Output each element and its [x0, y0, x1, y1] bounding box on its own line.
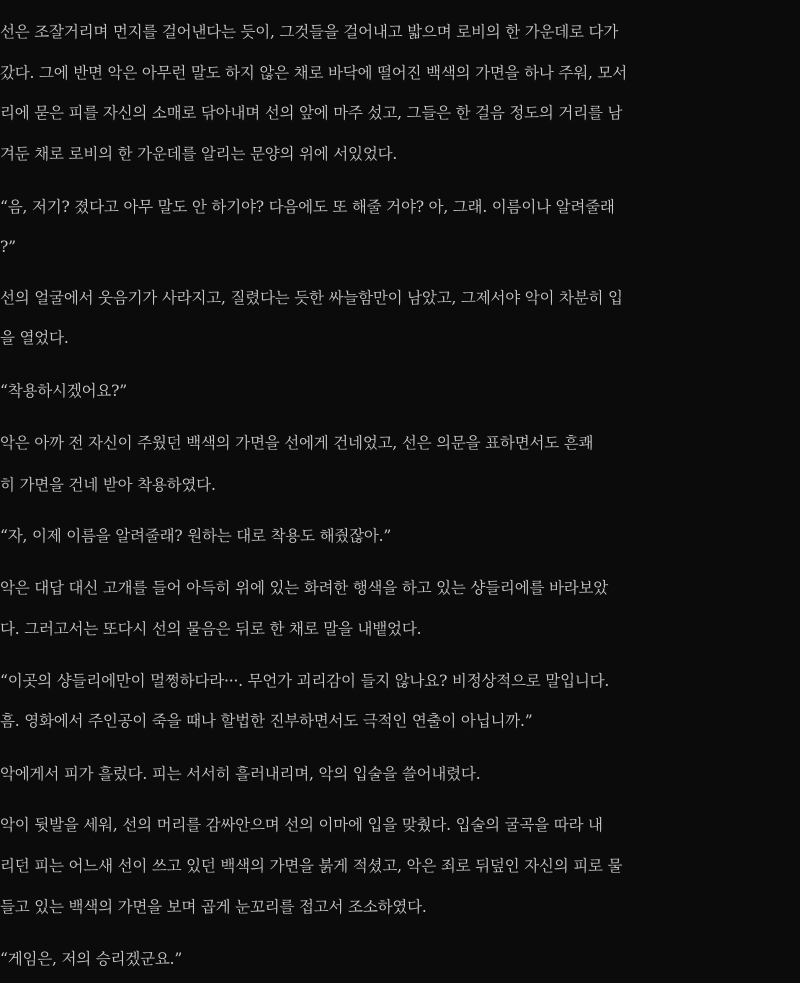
text-line: 악이 뒷발을 세워, 선의 머리를 감싸안으며 선의 이마에 입을 맞췄다. 입술의 굴곡을 따라 내 — [0, 816, 603, 835]
text-line: 을 열었다. — [0, 328, 69, 347]
text-line: 겨둔 채로 로비의 한 가운데를 알리는 문양의 위에 서있었다. — [0, 144, 398, 163]
text-line: 들고 있는 백색의 가면을 보며 곱게 눈꼬리를 접고서 조소하였다. — [0, 897, 427, 916]
text-line: “착용하시겠어요?” — [0, 381, 127, 400]
text-line: 다. 그러고서는 또다시 선의 물음은 뒤로 한 채로 말을 내뱉었다. — [0, 619, 422, 638]
text-line: ?” — [0, 237, 16, 256]
text-line: 리던 피는 어느새 선이 쓰고 있던 백색의 가면을 붉게 적셨고, 악은 죄로 뒤덮인 자신의 피로 물 — [0, 857, 623, 876]
text-line: “게임은, 저의 승리겠군요.” — [0, 950, 183, 968]
text-line: 악은 대답 대신 고개를 들어 아득히 위에 있는 화려한 행색을 하고 있는 샹들리에를 바라보았 — [0, 579, 609, 597]
text-line: “자, 이제 이름을 알려줄래? 원하는 대로 착용도 해줬잖아.” — [0, 526, 392, 545]
text-line: 선은 조잘거리며 먼지를 걸어낸다는 듯이, 그것들을 걸어내고 밟으며 로비의 한 가운데로 다가 — [0, 23, 619, 41]
text-line: 악은 아까 전 자신이 주웠던 백색의 가면을 선에게 건네었고, 선은 의문을 표하면서도 흔쾌 — [0, 433, 594, 452]
text-line: “음, 저기? 졌다고 아무 말도 안 하기야? 다음에도 또 해줄 거야? 아, 그래. 이름이나 알려줄래 — [0, 197, 615, 216]
text-line: 선의 얼굴에서 웃음기가 사라지고, 질렸다는 듯한 싸늘함만이 남았고, 그제서야 악이 차분히 입 — [0, 288, 623, 307]
text-line: 흠. 영화에서 주인공이 죽을 때나 할법한 진부하면서도 극적인 연출이 아닙니까.” — [0, 711, 533, 730]
text-line: 악에게서 피가 흘렀다. 피는 서서히 흘러내리며, 악의 입술을 쓸어내렸다. — [0, 764, 481, 783]
text-line: 갔다. 그에 반면 악은 아무런 말도 하지 않은 채로 바닥에 떨어진 백색의 가면을 하나 주워, 모서 — [0, 63, 627, 82]
text-line: “이곳의 샹들리에만이 멀쩡하다라···. 무언가 괴리감이 들지 않나요? 비정상적으로 말입니다. — [0, 671, 610, 690]
text-line: 리에 묻은 피를 자신의 소매로 닦아내며 선의 앞에 마주 섰고, 그들은 한 걸음 정도의 거리를 남 — [0, 103, 623, 122]
text-line: 히 가면을 건네 받아 착용하였다. — [0, 475, 216, 494]
